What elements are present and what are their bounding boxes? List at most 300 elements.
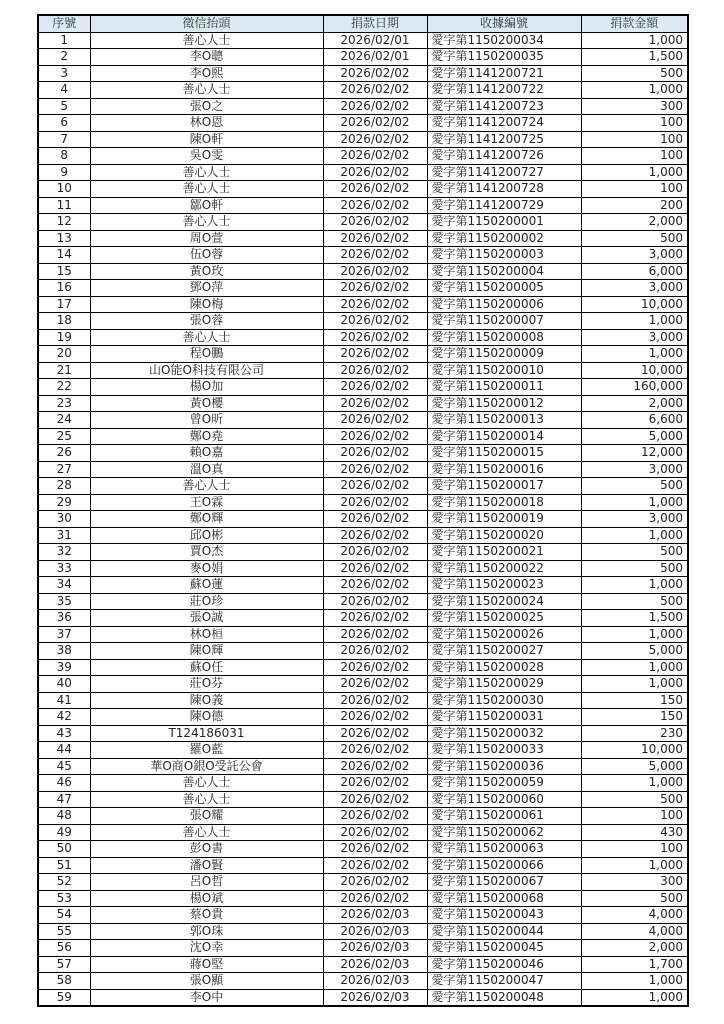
cell-date: 2026/02/02 xyxy=(323,478,427,495)
table-row xyxy=(38,82,688,99)
table-row xyxy=(38,956,688,973)
cell-receipt: 愛字第1150200063 xyxy=(427,841,581,858)
cell-date: 2026/02/02 xyxy=(323,791,427,808)
cell-seq: 19 xyxy=(38,329,90,346)
table-row xyxy=(38,346,688,363)
cell-seq: 4 xyxy=(38,82,90,99)
cell-receipt: 愛字第1141200725 xyxy=(427,131,581,148)
cell-receipt: 愛字第1150200004 xyxy=(427,263,581,280)
cell-receipt: 愛字第1150200012 xyxy=(427,395,581,412)
cell-receipt: 愛字第1141200729 xyxy=(427,197,581,214)
cell-seq: 11 xyxy=(38,197,90,214)
cell-seq: 54 xyxy=(38,907,90,924)
cell-receipt: 愛字第1150200016 xyxy=(427,461,581,478)
cell-name: 善心人士 xyxy=(90,824,323,841)
cell-date: 2026/02/02 xyxy=(323,181,427,198)
table-row xyxy=(38,659,688,676)
table-header xyxy=(38,15,688,32)
cell-seq: 20 xyxy=(38,346,90,363)
cell-seq: 15 xyxy=(38,263,90,280)
cell-date: 2026/02/02 xyxy=(323,560,427,577)
cell-seq: 26 xyxy=(38,445,90,462)
cell-seq: 55 xyxy=(38,923,90,940)
cell-date: 2026/02/02 xyxy=(323,131,427,148)
table-row xyxy=(38,593,688,610)
cell-name: 沈O幸 xyxy=(90,940,323,957)
cell-name: 楊O加 xyxy=(90,379,323,396)
table-row xyxy=(38,296,688,313)
table-row xyxy=(38,65,688,82)
table-row xyxy=(38,973,688,990)
cell-seq: 39 xyxy=(38,659,90,676)
cell-name: 善心人士 xyxy=(90,164,323,181)
cell-seq: 35 xyxy=(38,593,90,610)
cell-name: 善心人士 xyxy=(90,791,323,808)
cell-name: 黃O玫 xyxy=(90,263,323,280)
table-row xyxy=(38,824,688,841)
cell-receipt: 愛字第1150200025 xyxy=(427,610,581,627)
header-receipt: 收據編號 xyxy=(427,15,581,32)
header-row xyxy=(38,15,688,32)
cell-seq: 28 xyxy=(38,478,90,495)
cell-receipt: 愛字第1141200723 xyxy=(427,98,581,115)
table-row xyxy=(38,890,688,907)
cell-receipt: 愛字第1150200031 xyxy=(427,709,581,726)
table-row xyxy=(38,494,688,511)
cell-amount: 5,000 xyxy=(581,643,688,660)
cell-date: 2026/02/02 xyxy=(323,230,427,247)
cell-seq: 59 xyxy=(38,989,90,1006)
table-row xyxy=(38,527,688,544)
cell-name: 善心人士 xyxy=(90,329,323,346)
table-row xyxy=(38,709,688,726)
cell-amount: 430 xyxy=(581,824,688,841)
cell-date: 2026/02/02 xyxy=(323,610,427,627)
cell-seq: 6 xyxy=(38,115,90,132)
cell-name: 陳O梅 xyxy=(90,296,323,313)
cell-amount: 500 xyxy=(581,544,688,561)
cell-name: 善心人士 xyxy=(90,214,323,231)
cell-date: 2026/02/02 xyxy=(323,824,427,841)
cell-receipt: 愛字第1141200726 xyxy=(427,148,581,165)
cell-date: 2026/02/03 xyxy=(323,940,427,957)
table-row xyxy=(38,923,688,940)
cell-date: 2026/02/02 xyxy=(323,65,427,82)
cell-seq: 8 xyxy=(38,148,90,165)
cell-name: 山O能O科技有限公司 xyxy=(90,362,323,379)
cell-receipt: 愛字第1141200728 xyxy=(427,181,581,198)
cell-name: 林O桓 xyxy=(90,626,323,643)
cell-seq: 45 xyxy=(38,758,90,775)
cell-receipt: 愛字第1150200009 xyxy=(427,346,581,363)
cell-date: 2026/02/02 xyxy=(323,428,427,445)
table-row xyxy=(38,445,688,462)
table-row xyxy=(38,461,688,478)
cell-amount: 4,000 xyxy=(581,907,688,924)
cell-name: 邱O彬 xyxy=(90,527,323,544)
header-date: 捐款日期 xyxy=(323,15,427,32)
table-row xyxy=(38,230,688,247)
cell-date: 2026/02/02 xyxy=(323,247,427,264)
cell-receipt: 愛字第1150200048 xyxy=(427,989,581,1006)
table-row xyxy=(38,874,688,891)
table-row xyxy=(38,808,688,825)
cell-receipt: 愛字第1150200046 xyxy=(427,956,581,973)
cell-name: 張O顯 xyxy=(90,973,323,990)
cell-name: 張O之 xyxy=(90,98,323,115)
cell-date: 2026/02/02 xyxy=(323,263,427,280)
cell-seq: 48 xyxy=(38,808,90,825)
header-amount: 捐款金額 xyxy=(581,15,688,32)
cell-date: 2026/02/02 xyxy=(323,296,427,313)
cell-date: 2026/02/02 xyxy=(323,461,427,478)
table-row xyxy=(38,907,688,924)
cell-amount: 160,000 xyxy=(581,379,688,396)
cell-amount: 2,000 xyxy=(581,395,688,412)
cell-seq: 30 xyxy=(38,511,90,528)
cell-amount: 300 xyxy=(581,874,688,891)
cell-receipt: 愛字第1150200019 xyxy=(427,511,581,528)
cell-date: 2026/02/02 xyxy=(323,692,427,709)
cell-name: 羅O藍 xyxy=(90,742,323,759)
cell-name: 林O恩 xyxy=(90,115,323,132)
cell-date: 2026/02/02 xyxy=(323,82,427,99)
cell-receipt: 愛字第1141200724 xyxy=(427,115,581,132)
cell-amount: 500 xyxy=(581,478,688,495)
table-row xyxy=(38,742,688,759)
cell-amount: 4,000 xyxy=(581,923,688,940)
cell-amount: 100 xyxy=(581,115,688,132)
cell-receipt: 愛字第1150200026 xyxy=(427,626,581,643)
cell-name: 吳O雯 xyxy=(90,148,323,165)
cell-date: 2026/02/02 xyxy=(323,808,427,825)
cell-seq: 34 xyxy=(38,577,90,594)
cell-name: 鄭O輝 xyxy=(90,511,323,528)
table-row xyxy=(38,478,688,495)
cell-receipt: 愛字第1150200013 xyxy=(427,412,581,429)
cell-seq: 58 xyxy=(38,973,90,990)
table-row xyxy=(38,643,688,660)
donation-table xyxy=(37,14,689,1007)
cell-amount: 150 xyxy=(581,692,688,709)
cell-amount: 300 xyxy=(581,98,688,115)
cell-seq: 43 xyxy=(38,725,90,742)
cell-seq: 29 xyxy=(38,494,90,511)
cell-receipt: 愛字第1150200068 xyxy=(427,890,581,907)
cell-receipt: 愛字第1150200006 xyxy=(427,296,581,313)
cell-amount: 10,000 xyxy=(581,296,688,313)
cell-amount: 1,000 xyxy=(581,973,688,990)
cell-date: 2026/02/02 xyxy=(323,709,427,726)
cell-amount: 6,600 xyxy=(581,412,688,429)
cell-seq: 31 xyxy=(38,527,90,544)
cell-receipt: 愛字第1150200061 xyxy=(427,808,581,825)
cell-date: 2026/02/03 xyxy=(323,907,427,924)
header-name: 徵信抬頭 xyxy=(90,15,323,32)
cell-name: 周O萱 xyxy=(90,230,323,247)
cell-date: 2026/02/02 xyxy=(323,874,427,891)
cell-amount: 1,000 xyxy=(581,676,688,693)
cell-seq: 2 xyxy=(38,49,90,66)
cell-receipt: 愛字第1150200047 xyxy=(427,973,581,990)
cell-date: 2026/02/01 xyxy=(323,49,427,66)
cell-seq: 18 xyxy=(38,313,90,330)
cell-amount: 1,000 xyxy=(581,527,688,544)
cell-receipt: 愛字第1150200017 xyxy=(427,478,581,495)
cell-receipt: 愛字第1150200005 xyxy=(427,280,581,297)
table-row xyxy=(38,560,688,577)
cell-date: 2026/02/02 xyxy=(323,379,427,396)
cell-seq: 52 xyxy=(38,874,90,891)
table-row xyxy=(38,98,688,115)
cell-seq: 5 xyxy=(38,98,90,115)
cell-receipt: 愛字第1150200044 xyxy=(427,923,581,940)
cell-amount: 1,000 xyxy=(581,775,688,792)
cell-amount: 500 xyxy=(581,65,688,82)
cell-amount: 1,000 xyxy=(581,626,688,643)
cell-date: 2026/02/02 xyxy=(323,775,427,792)
table-row xyxy=(38,841,688,858)
cell-amount: 1,000 xyxy=(581,164,688,181)
cell-seq: 57 xyxy=(38,956,90,973)
cell-name: 張O誠 xyxy=(90,610,323,627)
table-row xyxy=(38,626,688,643)
cell-amount: 6,000 xyxy=(581,263,688,280)
cell-amount: 1,000 xyxy=(581,659,688,676)
cell-amount: 500 xyxy=(581,791,688,808)
table-row xyxy=(38,791,688,808)
cell-amount: 100 xyxy=(581,131,688,148)
cell-amount: 1,000 xyxy=(581,494,688,511)
table-row xyxy=(38,725,688,742)
table-row xyxy=(38,544,688,561)
cell-seq: 3 xyxy=(38,65,90,82)
cell-date: 2026/02/02 xyxy=(323,148,427,165)
cell-name: 陳O輝 xyxy=(90,643,323,660)
cell-seq: 53 xyxy=(38,890,90,907)
cell-date: 2026/02/03 xyxy=(323,989,427,1006)
table-row xyxy=(38,49,688,66)
cell-date: 2026/02/02 xyxy=(323,280,427,297)
cell-receipt: 愛字第1150200018 xyxy=(427,494,581,511)
cell-seq: 51 xyxy=(38,857,90,874)
table-row xyxy=(38,395,688,412)
cell-seq: 14 xyxy=(38,247,90,264)
cell-name: 陳O義 xyxy=(90,692,323,709)
cell-seq: 10 xyxy=(38,181,90,198)
cell-name: 蔣O堅 xyxy=(90,956,323,973)
cell-date: 2026/02/02 xyxy=(323,412,427,429)
cell-amount: 10,000 xyxy=(581,742,688,759)
cell-name: 李O熙 xyxy=(90,65,323,82)
table-row xyxy=(38,263,688,280)
cell-date: 2026/02/02 xyxy=(323,115,427,132)
table-row xyxy=(38,775,688,792)
cell-receipt: 愛字第1150200029 xyxy=(427,676,581,693)
cell-amount: 3,000 xyxy=(581,461,688,478)
cell-date: 2026/02/02 xyxy=(323,626,427,643)
table-row xyxy=(38,692,688,709)
table-row xyxy=(38,989,688,1006)
cell-amount: 3,000 xyxy=(581,511,688,528)
cell-amount: 100 xyxy=(581,841,688,858)
cell-receipt: 愛字第1150200035 xyxy=(427,49,581,66)
table-row xyxy=(38,412,688,429)
table-row xyxy=(38,362,688,379)
cell-name: T124186031 xyxy=(90,725,323,742)
cell-date: 2026/02/02 xyxy=(323,494,427,511)
cell-amount: 1,500 xyxy=(581,610,688,627)
cell-name: 賴O嘉 xyxy=(90,445,323,462)
cell-amount: 1,000 xyxy=(581,346,688,363)
cell-amount: 100 xyxy=(581,148,688,165)
cell-name: 楊O斌 xyxy=(90,890,323,907)
cell-name: 郭O珠 xyxy=(90,923,323,940)
cell-date: 2026/02/02 xyxy=(323,890,427,907)
table-row xyxy=(38,857,688,874)
cell-amount: 500 xyxy=(581,560,688,577)
cell-receipt: 愛字第1141200722 xyxy=(427,82,581,99)
cell-receipt: 愛字第1150200007 xyxy=(427,313,581,330)
cell-seq: 22 xyxy=(38,379,90,396)
cell-receipt: 愛字第1150200011 xyxy=(427,379,581,396)
cell-amount: 1,000 xyxy=(581,857,688,874)
cell-seq: 17 xyxy=(38,296,90,313)
cell-amount: 5,000 xyxy=(581,428,688,445)
cell-receipt: 愛字第1141200721 xyxy=(427,65,581,82)
table-row xyxy=(38,197,688,214)
cell-seq: 32 xyxy=(38,544,90,561)
cell-amount: 500 xyxy=(581,230,688,247)
table-row xyxy=(38,181,688,198)
cell-seq: 27 xyxy=(38,461,90,478)
cell-amount: 1,000 xyxy=(581,989,688,1006)
cell-receipt: 愛字第1150200010 xyxy=(427,362,581,379)
cell-amount: 100 xyxy=(581,808,688,825)
cell-receipt: 愛字第1150200043 xyxy=(427,907,581,924)
cell-name: 程O鵬 xyxy=(90,346,323,363)
table-row xyxy=(38,247,688,264)
cell-seq: 33 xyxy=(38,560,90,577)
cell-amount: 2,000 xyxy=(581,214,688,231)
cell-name: 鄭O堯 xyxy=(90,428,323,445)
cell-receipt: 愛字第1150200020 xyxy=(427,527,581,544)
cell-date: 2026/02/01 xyxy=(323,32,427,49)
cell-date: 2026/02/03 xyxy=(323,973,427,990)
cell-seq: 42 xyxy=(38,709,90,726)
cell-name: 蘇O蓮 xyxy=(90,577,323,594)
table-row xyxy=(38,610,688,627)
cell-name: 善心人士 xyxy=(90,82,323,99)
cell-seq: 47 xyxy=(38,791,90,808)
cell-receipt: 愛字第1150200014 xyxy=(427,428,581,445)
cell-amount: 10,000 xyxy=(581,362,688,379)
cell-seq: 56 xyxy=(38,940,90,957)
cell-date: 2026/02/02 xyxy=(323,511,427,528)
cell-name: 曾O昕 xyxy=(90,412,323,429)
cell-name: 張O蓉 xyxy=(90,313,323,330)
header-seq: 序號 xyxy=(38,15,90,32)
cell-receipt: 愛字第1150200045 xyxy=(427,940,581,957)
cell-date: 2026/02/03 xyxy=(323,956,427,973)
table-row xyxy=(38,758,688,775)
table-row xyxy=(38,280,688,297)
table-row xyxy=(38,511,688,528)
table-row xyxy=(38,313,688,330)
cell-name: 善心人士 xyxy=(90,478,323,495)
cell-date: 2026/02/02 xyxy=(323,593,427,610)
cell-amount: 150 xyxy=(581,709,688,726)
cell-date: 2026/02/03 xyxy=(323,923,427,940)
cell-name: 善心人士 xyxy=(90,32,323,49)
cell-amount: 1,000 xyxy=(581,32,688,49)
cell-receipt: 愛字第1150200008 xyxy=(427,329,581,346)
cell-name: 莊O芬 xyxy=(90,676,323,693)
cell-seq: 21 xyxy=(38,362,90,379)
table-body xyxy=(38,32,688,1006)
table-row xyxy=(38,164,688,181)
table-row xyxy=(38,379,688,396)
cell-date: 2026/02/02 xyxy=(323,857,427,874)
table-row xyxy=(38,676,688,693)
cell-seq: 1 xyxy=(38,32,90,49)
cell-date: 2026/02/02 xyxy=(323,395,427,412)
cell-receipt: 愛字第1150200032 xyxy=(427,725,581,742)
cell-receipt: 愛字第1150200001 xyxy=(427,214,581,231)
cell-date: 2026/02/02 xyxy=(323,197,427,214)
cell-amount: 12,000 xyxy=(581,445,688,462)
cell-name: 鄒O軒 xyxy=(90,197,323,214)
cell-name: 華O商O銀O受託公會 xyxy=(90,758,323,775)
cell-date: 2026/02/02 xyxy=(323,346,427,363)
cell-seq: 9 xyxy=(38,164,90,181)
table-row xyxy=(38,577,688,594)
cell-receipt: 愛字第1150200059 xyxy=(427,775,581,792)
cell-amount: 500 xyxy=(581,890,688,907)
cell-amount: 230 xyxy=(581,725,688,742)
cell-date: 2026/02/02 xyxy=(323,643,427,660)
cell-date: 2026/02/02 xyxy=(323,544,427,561)
cell-receipt: 愛字第1141200727 xyxy=(427,164,581,181)
cell-seq: 46 xyxy=(38,775,90,792)
table-row xyxy=(38,148,688,165)
cell-name: 陳O德 xyxy=(90,709,323,726)
cell-date: 2026/02/02 xyxy=(323,742,427,759)
cell-date: 2026/02/02 xyxy=(323,214,427,231)
cell-receipt: 愛字第1150200033 xyxy=(427,742,581,759)
cell-seq: 49 xyxy=(38,824,90,841)
cell-receipt: 愛字第1150200036 xyxy=(427,758,581,775)
cell-date: 2026/02/02 xyxy=(323,577,427,594)
cell-receipt: 愛字第1150200030 xyxy=(427,692,581,709)
cell-receipt: 愛字第1150200021 xyxy=(427,544,581,561)
cell-name: 李O中 xyxy=(90,989,323,1006)
cell-date: 2026/02/02 xyxy=(323,725,427,742)
cell-receipt: 愛字第1150200022 xyxy=(427,560,581,577)
cell-name: 溫O真 xyxy=(90,461,323,478)
cell-receipt: 愛字第1150200002 xyxy=(427,230,581,247)
table-row xyxy=(38,329,688,346)
cell-name: 莊O珍 xyxy=(90,593,323,610)
cell-date: 2026/02/02 xyxy=(323,758,427,775)
cell-name: 呂O哲 xyxy=(90,874,323,891)
table-row xyxy=(38,214,688,231)
cell-name: 彭O書 xyxy=(90,841,323,858)
cell-receipt: 愛字第1150200024 xyxy=(427,593,581,610)
cell-name: 黃O櫻 xyxy=(90,395,323,412)
cell-receipt: 愛字第1150200067 xyxy=(427,874,581,891)
cell-seq: 37 xyxy=(38,626,90,643)
